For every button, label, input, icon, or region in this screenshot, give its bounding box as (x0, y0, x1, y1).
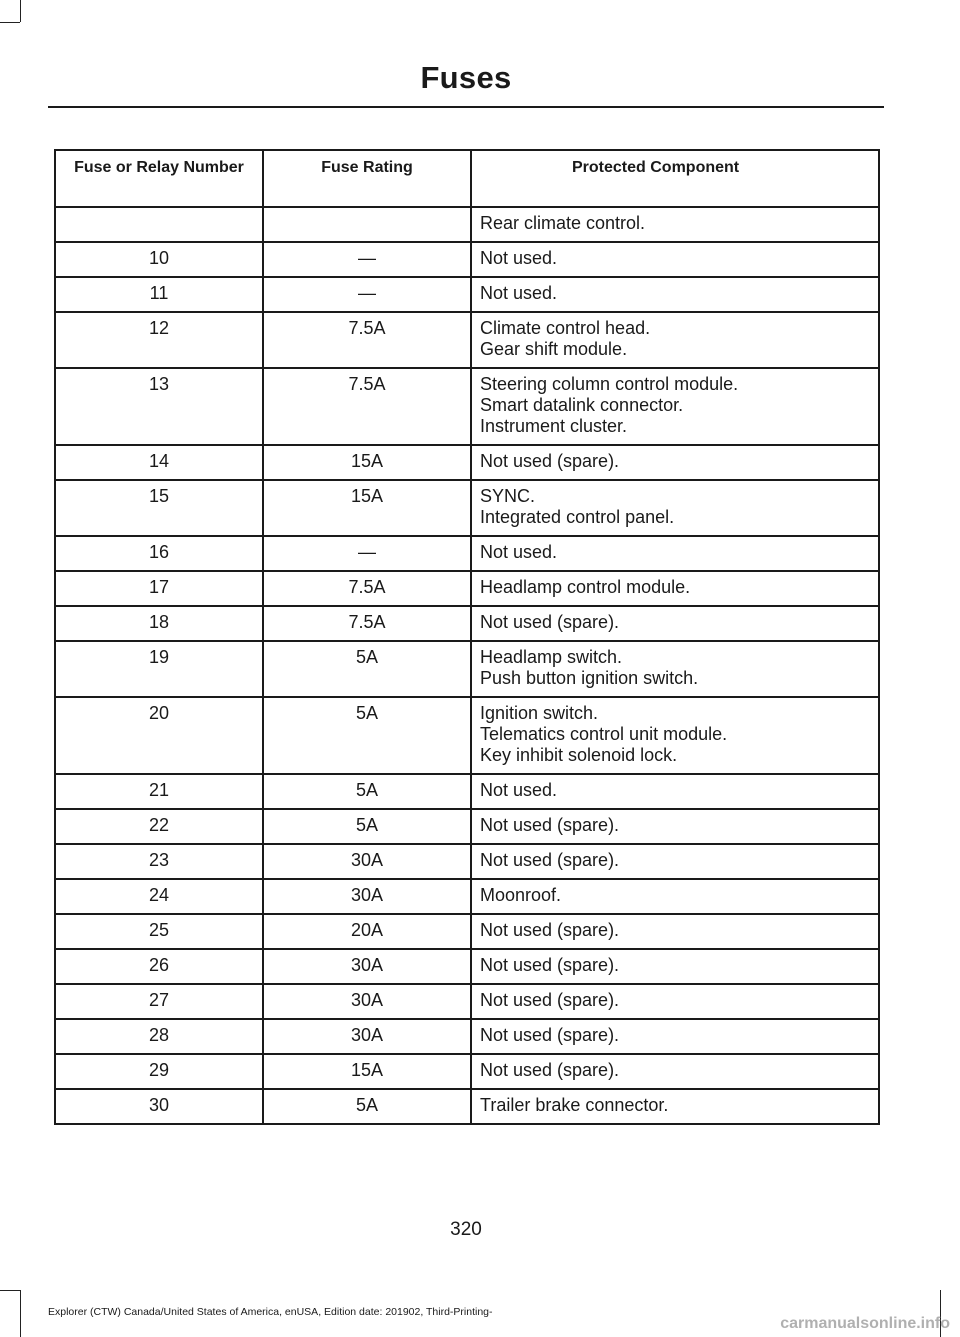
fuse-rating-cell: 30A (263, 879, 471, 914)
component-line: Headlamp control module. (480, 577, 691, 597)
fuse-number-cell: 28 (55, 1019, 263, 1054)
crop-mark-bottom-left-v (20, 1290, 21, 1337)
fuse-number-cell: 15 (55, 480, 263, 536)
component-line: Instrument cluster. (480, 416, 628, 436)
fuse-table (54, 149, 880, 1125)
protected-component-cell (471, 571, 879, 606)
fuse-number-cell: 14 (55, 445, 263, 480)
component-line: Not used (spare). (480, 955, 620, 975)
component-line: Integrated control panel. (480, 507, 675, 527)
fuse-number-cell: 16 (55, 536, 263, 571)
protected-component-cell (471, 606, 879, 641)
fuse-rating-cell: 7.5A (263, 368, 471, 445)
table-row (55, 480, 879, 536)
component-line: Moonroof. (480, 885, 562, 905)
fuse-number-cell: 17 (55, 571, 263, 606)
protected-component-cell (471, 445, 879, 480)
fuse-rating-cell: 15A (263, 445, 471, 480)
fuse-number-cell: 30 (55, 1089, 263, 1124)
table-row (55, 242, 879, 277)
table-row (55, 1054, 879, 1089)
component-line: Steering column control module. (480, 374, 739, 394)
fuse-rating-cell: 5A (263, 697, 471, 774)
component-line: Telematics control unit module. (480, 724, 728, 744)
crop-mark-top-left-v (20, 0, 21, 22)
header-fuse-rating: Fuse Rating (263, 150, 471, 207)
component-line: Smart datalink connector. (480, 395, 684, 415)
table-row (55, 879, 879, 914)
table-row (55, 571, 879, 606)
protected-component-cell (471, 207, 879, 242)
fuse-rating-cell: 7.5A (263, 571, 471, 606)
fuse-rating-cell: 5A (263, 1089, 471, 1124)
fuse-number-cell: 13 (55, 368, 263, 445)
table-row (55, 1089, 879, 1124)
table-row (55, 774, 879, 809)
component-line: Not used (spare). (480, 1060, 620, 1080)
protected-component-cell (471, 879, 879, 914)
protected-component-cell (471, 697, 879, 774)
component-line: Not used (spare). (480, 850, 620, 870)
fuse-rating-cell: 20A (263, 914, 471, 949)
component-line: Trailer brake connector. (480, 1095, 669, 1115)
fuse-rating-cell: 5A (263, 641, 471, 697)
fuse-rating-cell: 30A (263, 1019, 471, 1054)
fuse-number-cell: 26 (55, 949, 263, 984)
component-line: Key inhibit solenoid lock. (480, 745, 678, 765)
table-row (55, 277, 879, 312)
component-line: Not used (spare). (480, 815, 620, 835)
table-row (55, 606, 879, 641)
fuse-number-cell: 23 (55, 844, 263, 879)
table-row (55, 844, 879, 879)
table-row (55, 809, 879, 844)
fuse-number-cell: 20 (55, 697, 263, 774)
component-line: Headlamp switch. (480, 647, 623, 667)
protected-component-cell (471, 536, 879, 571)
protected-component-cell (471, 1054, 879, 1089)
component-line: Not used (spare). (480, 920, 620, 940)
protected-component-cell (471, 480, 879, 536)
component-line: Not used (spare). (480, 451, 620, 471)
footer-edition-text: Explorer (CTW) Canada/United States of America, enUSA, Edition date: 201902, Third-Printing- (48, 1306, 493, 1318)
fuse-number-cell: 22 (55, 809, 263, 844)
page-title: Fuses (420, 60, 512, 95)
table-body (55, 207, 879, 1124)
fuse-number-cell (55, 207, 263, 242)
fuse-rating-cell: 15A (263, 480, 471, 536)
protected-component-cell (471, 809, 879, 844)
component-line: Not used. (480, 780, 558, 800)
fuse-number-cell: 25 (55, 914, 263, 949)
protected-component-cell (471, 949, 879, 984)
table-row (55, 949, 879, 984)
crop-mark-top-left-h (0, 22, 20, 23)
component-line: Gear shift module. (480, 339, 628, 359)
protected-component-cell (471, 368, 879, 445)
table-row (55, 984, 879, 1019)
protected-component-cell (471, 984, 879, 1019)
fuse-number-cell: 24 (55, 879, 263, 914)
protected-component-cell (471, 774, 879, 809)
protected-component-cell (471, 844, 879, 879)
fuse-number-cell: 29 (55, 1054, 263, 1089)
table-header-row (55, 150, 879, 207)
component-line: Climate control head. (480, 318, 651, 338)
title-rule (48, 106, 884, 108)
fuse-rating-cell: 5A (263, 774, 471, 809)
table-row (55, 914, 879, 949)
table-row (55, 445, 879, 480)
fuse-rating-cell: 30A (263, 844, 471, 879)
fuse-number-cell: 27 (55, 984, 263, 1019)
fuse-number-cell: 12 (55, 312, 263, 368)
table-row (55, 312, 879, 368)
fuse-rating-cell: 30A (263, 949, 471, 984)
component-line: Not used. (480, 283, 558, 303)
fuse-rating-cell (263, 207, 471, 242)
table-row (55, 641, 879, 697)
protected-component-cell (471, 914, 879, 949)
table-row (55, 368, 879, 445)
protected-component-cell (471, 312, 879, 368)
table-row (55, 697, 879, 774)
protected-component-cell (471, 242, 879, 277)
component-line: Push button ignition switch. (480, 668, 699, 688)
fuse-rating-cell: 7.5A (263, 606, 471, 641)
fuse-rating-cell: — (263, 277, 471, 312)
crop-mark-bottom-left-h (0, 1290, 20, 1291)
component-line: Not used (spare). (480, 1025, 620, 1045)
protected-component-cell (471, 277, 879, 312)
component-line: Ignition switch. (480, 703, 599, 723)
fuse-rating-cell: — (263, 242, 471, 277)
protected-component-cell (471, 641, 879, 697)
fuse-number-cell: 18 (55, 606, 263, 641)
protected-component-cell (471, 1089, 879, 1124)
header-fuse-number: Fuse or Relay Number (55, 150, 263, 207)
fuse-number-cell: 11 (55, 277, 263, 312)
table-row (55, 207, 879, 242)
table-row (55, 1019, 879, 1054)
fuse-rating-cell: — (263, 536, 471, 571)
header-protected-component: Protected Component (471, 150, 879, 207)
component-line: SYNC. (480, 486, 536, 506)
fuse-number-cell: 19 (55, 641, 263, 697)
component-line: Not used (spare). (480, 612, 620, 632)
component-line: Rear climate control. (480, 213, 646, 233)
protected-component-cell (471, 1019, 879, 1054)
fuse-rating-cell: 30A (263, 984, 471, 1019)
component-line: Not used. (480, 248, 558, 268)
fuse-rating-cell: 7.5A (263, 312, 471, 368)
fuse-number-cell: 21 (55, 774, 263, 809)
fuse-rating-cell: 15A (263, 1054, 471, 1089)
page-number: 320 (450, 1219, 482, 1240)
component-line: Not used (spare). (480, 990, 620, 1010)
fuse-number-cell: 10 (55, 242, 263, 277)
component-line: Not used. (480, 542, 558, 562)
watermark: carmanualsonline.info (780, 1315, 950, 1332)
table-row (55, 536, 879, 571)
fuse-rating-cell: 5A (263, 809, 471, 844)
